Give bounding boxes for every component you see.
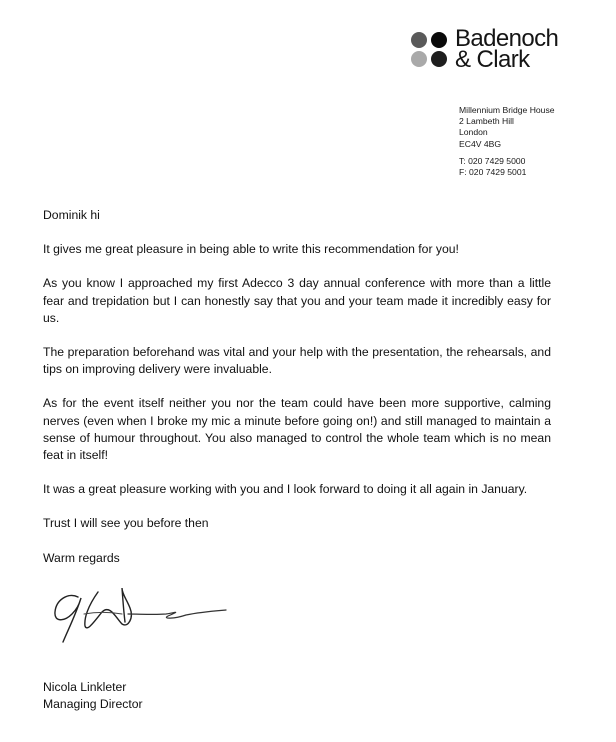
logo-dot (411, 32, 427, 48)
letter-body (43, 207, 551, 567)
closing: Warm regards (43, 550, 120, 565)
phone-number: T: 020 7429 5000 (459, 155, 526, 166)
signature-icon (50, 584, 240, 644)
address-line: Millennium Bridge House (459, 105, 555, 115)
paragraph: It gives me great pleasure in being able to write this recommendation for you! (43, 242, 459, 257)
address-line: 2 Lambeth Hill (459, 116, 514, 127)
logo-dot (411, 51, 427, 67)
company-address (459, 105, 555, 178)
logo-dot (431, 51, 447, 67)
address-line: London (459, 127, 488, 138)
logo-line-1: Badenoch (455, 25, 559, 52)
logo-dots-icon (411, 32, 448, 68)
paragraph: As you know I approached my first Adecco 3 day annual conference with more than a little fear and trepidation but I can honestly say that you and your team made it incredibly easy for us. (43, 276, 551, 325)
paragraph: Trust I will see you before then (43, 516, 209, 531)
signer-block (43, 679, 143, 714)
address-line: EC4V 4BG (459, 138, 502, 149)
paragraph: It was a great pleasure working with you and I look forward to doing it all again in January. (43, 482, 528, 497)
signer-name: Nicola Linkleter (43, 680, 127, 694)
salutation: Dominik hi (43, 208, 100, 222)
company-logo (411, 25, 559, 73)
paragraph: As for the event itself neither you nor the team could have been more supportive, calming nerves (even when I broke my mic a minute before going on!) and still managed to maintain a sense of humour throughout. You also managed to control the whole team which is no mean feat in itself! (43, 396, 551, 463)
logo-dot (431, 32, 447, 48)
signer-title: Managing Director (43, 697, 143, 712)
logo-line-2: & Clark (455, 46, 530, 73)
logo-wordmark (455, 25, 559, 73)
paragraph: The preparation beforehand was vital and your help with the presentation, the rehearsals, and tips on improving delivery were invaluable. (43, 345, 551, 377)
fax-number: F: 020 7429 5001 (459, 167, 527, 178)
